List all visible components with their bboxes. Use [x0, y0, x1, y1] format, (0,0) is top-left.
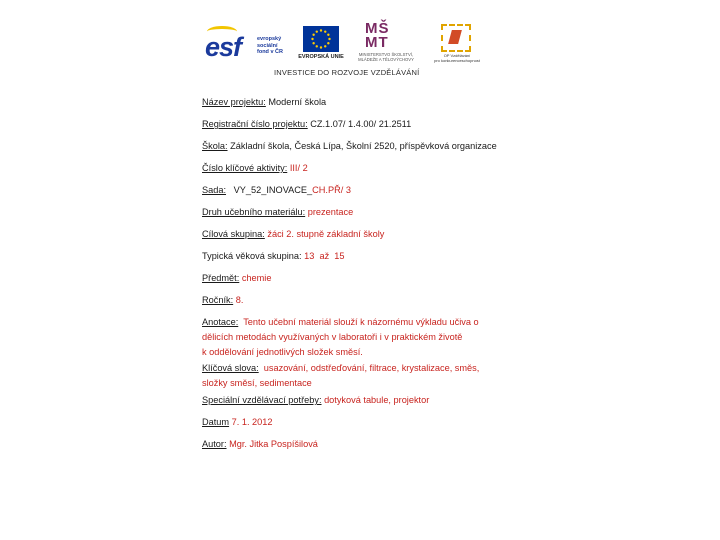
field-author	[202, 438, 512, 451]
field-value: VY_52_INOVACE_	[226, 185, 313, 195]
eu-stars-icon	[303, 26, 339, 52]
eu-star-icon	[327, 34, 329, 36]
field-date	[202, 416, 512, 429]
field-key-activity	[202, 162, 512, 175]
field-value: Moderní škola	[265, 97, 327, 107]
field-label: Anotace:	[202, 317, 239, 327]
field-annotation	[202, 316, 512, 359]
esf-logo	[205, 26, 291, 68]
field-label: Předmět:	[202, 273, 240, 283]
field-keywords	[202, 362, 512, 390]
op-caption-line: OP Vzdělávání	[443, 53, 471, 58]
msmt-caption-line: MLÁDEŽE A TĚLOVÝCHOVY	[358, 57, 414, 62]
field-value-line: dělicích metodách využívaných v laboratoři i v praktickém životě	[202, 332, 463, 342]
field-value-red: CH.PŘ/ 3	[312, 185, 351, 195]
msmt-logo	[347, 22, 423, 70]
eu-star-icon	[316, 30, 318, 32]
field-age-group	[202, 250, 512, 263]
eu-star-icon	[312, 34, 314, 36]
field-value: CZ.1.07/ 1.4.00/ 21.2511	[307, 119, 412, 129]
field-value: 7. 1. 2012	[229, 417, 273, 427]
op-caption-line: pro konkurenceschopnost	[434, 58, 480, 63]
field-value-line: k oddělování jednotlivých složek směsí.	[202, 347, 363, 357]
eu-star-icon	[328, 38, 330, 40]
msmt-mark	[365, 22, 390, 50]
msmt-caption-line: MINISTERSTVO ŠKOLSTVÍ,	[358, 52, 414, 57]
op-emblem-icon	[441, 24, 471, 52]
field-value: dotyková tabule, projektor	[321, 395, 430, 405]
field-value-line: usazování, odstřeďování, filtrace, krystalizace, směs,	[258, 363, 480, 373]
esf-caption-line: evropský	[257, 36, 282, 42]
eu-logo	[297, 26, 345, 68]
field-value: prezentace	[305, 207, 354, 217]
field-value-line: složky směsí, sedimentace	[202, 378, 312, 388]
field-subject	[202, 272, 512, 285]
field-label: Datum	[202, 417, 230, 427]
field-value: Mgr. Jitka Pospíšilová	[226, 439, 318, 449]
eu-star-icon	[327, 42, 329, 44]
investment-slogan: INVESTICE DO ROZVOJE VZDĚLÁVÁNÍ	[274, 68, 420, 77]
field-value: 13 až 15	[301, 251, 345, 261]
eu-star-icon	[324, 30, 326, 32]
esf-caption	[257, 36, 293, 56]
field-value-line: Tento učební materiál slouží k názornému výkladu učiva o	[238, 317, 479, 327]
field-label: Autor:	[202, 439, 227, 449]
field-value: 8.	[233, 295, 244, 305]
msmt-mark-line: MT	[365, 34, 389, 51]
eu-star-icon	[311, 38, 313, 40]
eu-star-icon	[312, 42, 314, 44]
field-value: III/ 2	[287, 163, 308, 173]
field-label: Název projektu:	[202, 97, 266, 107]
eu-star-icon	[316, 45, 318, 47]
msmt-caption	[347, 52, 425, 62]
esf-mark: esf	[205, 32, 242, 62]
field-label: Ročník:	[202, 295, 234, 305]
op-logo	[427, 24, 485, 70]
field-value: Základní škola, Česká Lípa, Školní 2520, příspěvková organizace	[227, 141, 497, 151]
field-label: Registrační číslo projektu:	[202, 119, 308, 129]
eu-star-icon	[320, 29, 322, 31]
field-grade	[202, 294, 512, 307]
eu-flag-icon	[303, 26, 339, 52]
field-label: Sada:	[202, 185, 227, 195]
field-label: Speciální vzdělávací potřeby:	[202, 395, 322, 405]
field-label: Číslo klíčové aktivity:	[202, 163, 288, 173]
field-set	[202, 184, 512, 197]
eu-star-icon	[324, 45, 326, 47]
field-registration	[202, 118, 512, 131]
eu-star-icon	[320, 46, 322, 48]
field-value: chemie	[239, 273, 272, 283]
field-value: žáci 2. stupně základní školy	[264, 229, 385, 239]
esf-caption-line: fond v ČR	[257, 49, 283, 55]
field-project-name	[202, 96, 512, 109]
field-school	[202, 140, 512, 153]
field-material-type	[202, 206, 512, 219]
field-label: Druh učebního materiálu:	[202, 207, 306, 217]
msmt-mark-line: MŠ	[365, 20, 390, 37]
field-label: Typická věková skupina:	[202, 251, 302, 261]
field-label: Cílová skupina:	[202, 229, 265, 239]
eu-label: EVROPSKÁ UNIE	[298, 54, 344, 60]
field-label: Klíčová slova:	[202, 363, 259, 373]
field-special-needs	[202, 394, 512, 407]
field-label: Škola:	[202, 141, 228, 151]
op-caption	[427, 53, 487, 63]
esf-caption-line: sociální	[257, 42, 278, 49]
field-target-group	[202, 228, 512, 241]
